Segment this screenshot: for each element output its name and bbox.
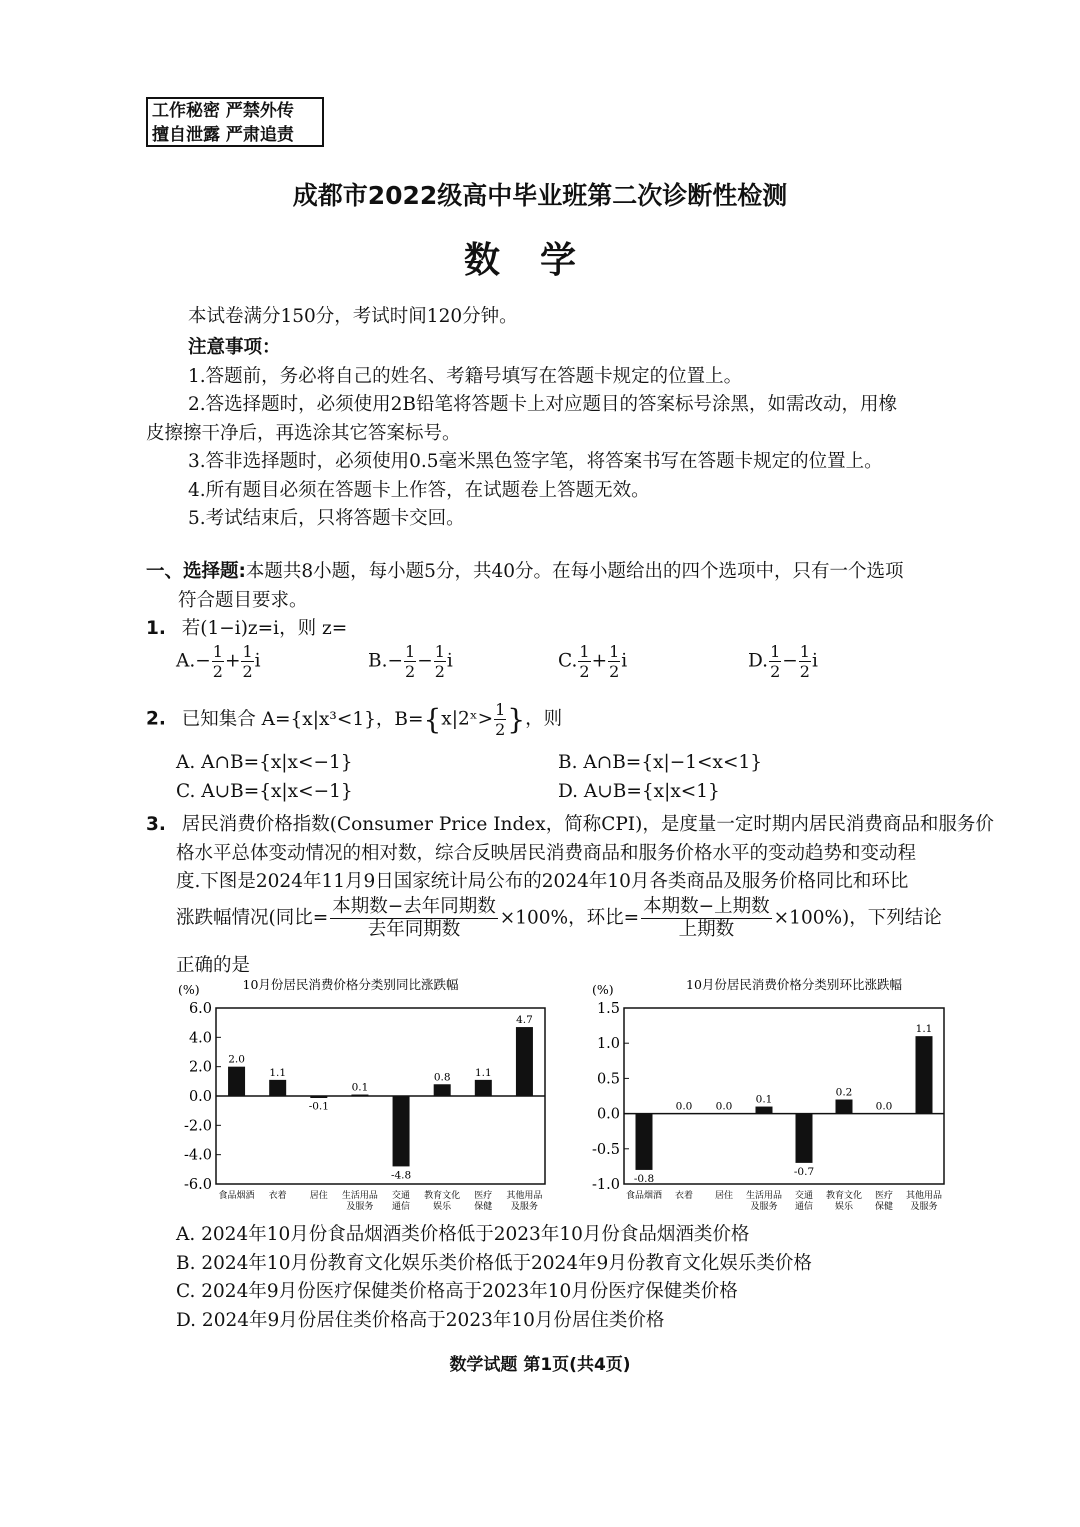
frac-num: 1: [579, 642, 590, 661]
frac-den: 2: [405, 662, 416, 681]
q3-stem-row-1: [146, 810, 994, 836]
option-label: C.: [558, 650, 578, 672]
q3-formula-b: ×100%，环比=: [499, 907, 640, 929]
category-label: 其他用品: [506, 1191, 543, 1201]
y-tick-label: -1.0: [592, 1177, 620, 1193]
q2-option-b[interactable]: B. A∩B={x|−1<x<1}: [558, 752, 762, 773]
confidentiality-stamp: [146, 97, 324, 147]
bar-value-label: 1.1: [269, 1066, 287, 1079]
category-label: 娱乐: [433, 1202, 452, 1212]
page-footer: 数学试题 第1页(共4页): [449, 1355, 631, 1375]
category-label: 衣着: [674, 1191, 694, 1201]
mom-den: 上期数: [678, 919, 735, 940]
y-tick-label: 0.5: [596, 1071, 620, 1088]
q2-number: 2.: [146, 708, 166, 730]
category-label: 及服务: [510, 1202, 538, 1212]
category-label: 医疗: [874, 1191, 894, 1201]
section-1-heading: 一、选择题:: [146, 561, 246, 582]
y-tick-label: 4.0: [188, 1030, 212, 1047]
bar: [836, 1100, 853, 1114]
frac-den: 2: [799, 662, 810, 681]
frac-den: 2: [212, 662, 223, 681]
q3-option-d[interactable]: D. 2024年9月份居住类价格高于2023年10月份居住类价格: [176, 1310, 665, 1331]
y-tick-label: 6.0: [188, 1001, 212, 1017]
frac-num: 1: [212, 642, 223, 661]
frac-den: 2: [609, 662, 620, 681]
y-tick-label: 0.0: [596, 1106, 620, 1123]
category-label: 交通: [392, 1191, 411, 1201]
q3-formula-line: [176, 896, 942, 941]
sign: −: [195, 650, 211, 672]
imag-unit: i: [254, 650, 261, 672]
unit-label: (%): [178, 982, 200, 997]
imag-unit: i: [446, 650, 453, 672]
bar-value-label: 0.0: [675, 1100, 693, 1113]
q3-option-c[interactable]: C. 2024年9月份医疗保健类价格高于2023年10月份医疗保健类价格: [176, 1281, 738, 1302]
q3-line-1: 居民消费价格指数(Consumer Price Index，简称CPI)，是度量一定时期内居民消费商品和服务价: [181, 814, 994, 835]
q2-stem-row: [146, 700, 562, 739]
category-label: 食品烟酒: [218, 1191, 255, 1201]
category-label: 食品烟酒: [625, 1191, 663, 1201]
category-label: 教育文化: [825, 1191, 863, 1201]
category-label: 及服务: [910, 1202, 938, 1212]
yoy-chart: [170, 972, 560, 1217]
y-tick-label: -2.0: [184, 1118, 212, 1135]
frac-den: 2: [579, 662, 590, 681]
q3-line-3: 度.下图是2024年11月9日国家统计局公布的2024年10月各类商品及服务价格同比和环比: [176, 871, 909, 892]
operator: −: [417, 650, 433, 672]
y-tick-label: 2.0: [188, 1059, 212, 1076]
bar-value-label: 4.7: [516, 1014, 533, 1027]
section-1-desc-2: 符合题目要求。: [178, 590, 308, 611]
q3-option-b[interactable]: B. 2024年10月份教育文化娱乐类价格低于2024年9月份教育文化娱乐类价格: [176, 1253, 812, 1274]
yoy-num: 本期数−去年同期数: [332, 896, 496, 917]
imag-unit: i: [811, 650, 818, 672]
chart-title: 10月份居民消费价格分类别环比涨跌幅: [686, 977, 902, 992]
bar-value-label: -0.8: [633, 1172, 655, 1185]
bar-value-label: 0.0: [715, 1100, 733, 1113]
bar-value-label: 0.8: [433, 1071, 451, 1084]
note-5: 5.考试结束后，只将答题卡交回。: [188, 508, 465, 529]
frac-num: 1: [242, 642, 253, 661]
q2-stem-a: 已知集合 A={x|x³<1}，B=: [181, 708, 424, 730]
bar: [434, 1084, 451, 1096]
category-label: 教育文化: [424, 1191, 461, 1201]
frac-den: 2: [242, 662, 253, 681]
bar: [228, 1067, 245, 1096]
category-label: 其他用品: [905, 1191, 943, 1201]
stamp-line-2: 擅自泄露 严肃追责: [152, 125, 294, 145]
bar: [393, 1096, 410, 1166]
y-tick-label: 0.0: [188, 1089, 212, 1105]
bar-value-label: 1.1: [915, 1023, 933, 1036]
yoy-den: 去年同期数: [367, 919, 461, 940]
q3-tail: 正确的是: [176, 955, 251, 976]
subject-title: 数学: [463, 240, 616, 281]
bar-value-label: 0.1: [351, 1081, 369, 1094]
category-label: 及服务: [346, 1202, 374, 1212]
bar: [475, 1080, 492, 1096]
q3-option-a[interactable]: A. 2024年10月份食品烟酒类价格低于2023年10月份食品烟酒类价格: [176, 1224, 750, 1245]
q2-option-a[interactable]: A. A∩B={x|x<−1}: [176, 752, 353, 773]
score-time-line: 本试卷满分150分，考试时间120分钟。: [188, 306, 518, 327]
sign: −: [387, 650, 403, 672]
bar: [756, 1107, 773, 1114]
note-3: 3.答非选择题时，必须使用0.5毫米黑色签字笔，将答案书写在答题卡规定的位置上。: [188, 451, 883, 472]
q1-option-b[interactable]: [368, 642, 453, 681]
q1-number: 1.: [146, 618, 166, 639]
note-4: 4.所有题目必须在答题卡上作答，在试题卷上答题无效。: [188, 480, 650, 501]
frac-num: 1: [609, 642, 620, 661]
note-1: 1.答题前，务必将自己的姓名、考籍号填写在答题卡规定的位置上。: [188, 366, 743, 387]
operator: +: [591, 650, 608, 672]
chart-title: 10月份居民消费价格分类别同比涨跌幅: [242, 977, 459, 992]
category-label: 生活用品: [341, 1191, 378, 1201]
right-brace: }: [507, 703, 526, 736]
q2-frac-num: 1: [495, 700, 506, 719]
bar: [310, 1096, 327, 1098]
bar-value-label: 1.1: [474, 1066, 492, 1079]
exam-title: 成都市2022级高中毕业班第二次诊断性检测: [292, 181, 788, 210]
y-tick-label: -6.0: [184, 1177, 212, 1193]
q1-stem-row: [146, 614, 347, 640]
bar: [516, 1027, 533, 1096]
category-label: 通信: [794, 1202, 814, 1212]
frac-num: 1: [770, 642, 781, 661]
note-2: 2.答选择题时，必须使用2B铅笔将答题卡上对应题目的答案标号涂黑，如需改动，用橡: [188, 394, 898, 415]
frac-num: 1: [434, 642, 445, 661]
left-brace: {: [423, 703, 442, 736]
frac-num: 1: [405, 642, 416, 661]
bar: [916, 1036, 933, 1113]
bar: [796, 1114, 813, 1163]
mom-num: 本期数−上期数: [643, 896, 770, 917]
q1-option-d[interactable]: [748, 642, 818, 681]
notice-heading: 注意事项：: [188, 337, 281, 358]
category-label: 居住: [714, 1191, 734, 1201]
bar-value-label: -0.7: [793, 1165, 815, 1178]
category-label: 医疗: [474, 1191, 493, 1201]
option-label: B.: [368, 650, 388, 672]
q3-formula-a: 涨跌幅情况(同比=: [176, 907, 329, 929]
y-tick-label: -4.0: [184, 1147, 212, 1164]
operator: −: [782, 650, 798, 672]
bar: [351, 1095, 368, 1097]
option-label: D.: [748, 650, 769, 672]
note-2-cont: 皮擦擦干净后，再选涂其它答案标号。: [146, 423, 461, 444]
q2-option-c[interactable]: C. A∪B={x|x<−1}: [176, 781, 353, 802]
operator: +: [224, 650, 241, 672]
imag-unit: i: [621, 650, 628, 672]
y-tick-label: -0.5: [592, 1141, 620, 1158]
category-label: 衣着: [268, 1191, 287, 1201]
bar: [269, 1080, 286, 1096]
q1-options: [176, 642, 936, 692]
mom-chart: [582, 972, 962, 1217]
bar-value-label: -4.8: [390, 1169, 412, 1182]
category-label: 娱乐: [834, 1202, 854, 1212]
frac-den: 2: [770, 662, 781, 681]
category-label: 及服务: [750, 1202, 778, 1212]
q1-stem: 若(1−i)z=i，则 z=: [181, 618, 348, 639]
bar-value-label: 0.2: [835, 1086, 853, 1099]
q3-line-2: 格水平总体变动情况的相对数，综合反映居民消费商品和服务价格水平的变动趋势和变动程: [176, 843, 917, 864]
category-label: 居住: [309, 1191, 328, 1201]
q3-number: 3.: [146, 814, 166, 835]
plot-frame: [624, 1008, 944, 1184]
unit-label: (%): [592, 982, 614, 997]
category-label: 生活用品: [745, 1191, 783, 1201]
frac-num: 1: [799, 642, 810, 661]
category-label: 保健: [874, 1202, 894, 1212]
q2-frac-den: 2: [495, 720, 506, 739]
q2-stem-b: x|2ˣ>: [441, 708, 494, 730]
y-tick-label: 1.5: [596, 1001, 620, 1017]
q2-option-d[interactable]: D. A∪B={x|x<1}: [558, 781, 720, 802]
category-label: 交通: [794, 1191, 814, 1201]
stamp-line-1: 工作秘密 严禁外传: [152, 101, 294, 121]
q1-option-c[interactable]: [558, 642, 627, 681]
frac-den: 2: [434, 662, 445, 681]
option-label: A.: [176, 650, 196, 672]
bar-value-label: 0.0: [875, 1100, 893, 1113]
bar: [636, 1114, 653, 1170]
category-label: 通信: [392, 1202, 411, 1212]
y-tick-label: 1.0: [596, 1036, 620, 1053]
q2-stem-c: ，则: [525, 708, 563, 730]
section-1-desc: 本题共8小题，每小题5分，共40分。在每小题给出的四个选项中，只有一个选项: [245, 561, 904, 582]
q1-option-a[interactable]: [176, 642, 261, 681]
bar-value-label: -0.1: [308, 1100, 329, 1113]
category-label: 保健: [474, 1202, 493, 1212]
section-1-header: [146, 557, 904, 583]
bar-value-label: 2.0: [228, 1053, 245, 1066]
bar-value-label: 0.1: [755, 1093, 773, 1106]
q3-formula-c: ×100%)，下列结论: [773, 907, 942, 929]
